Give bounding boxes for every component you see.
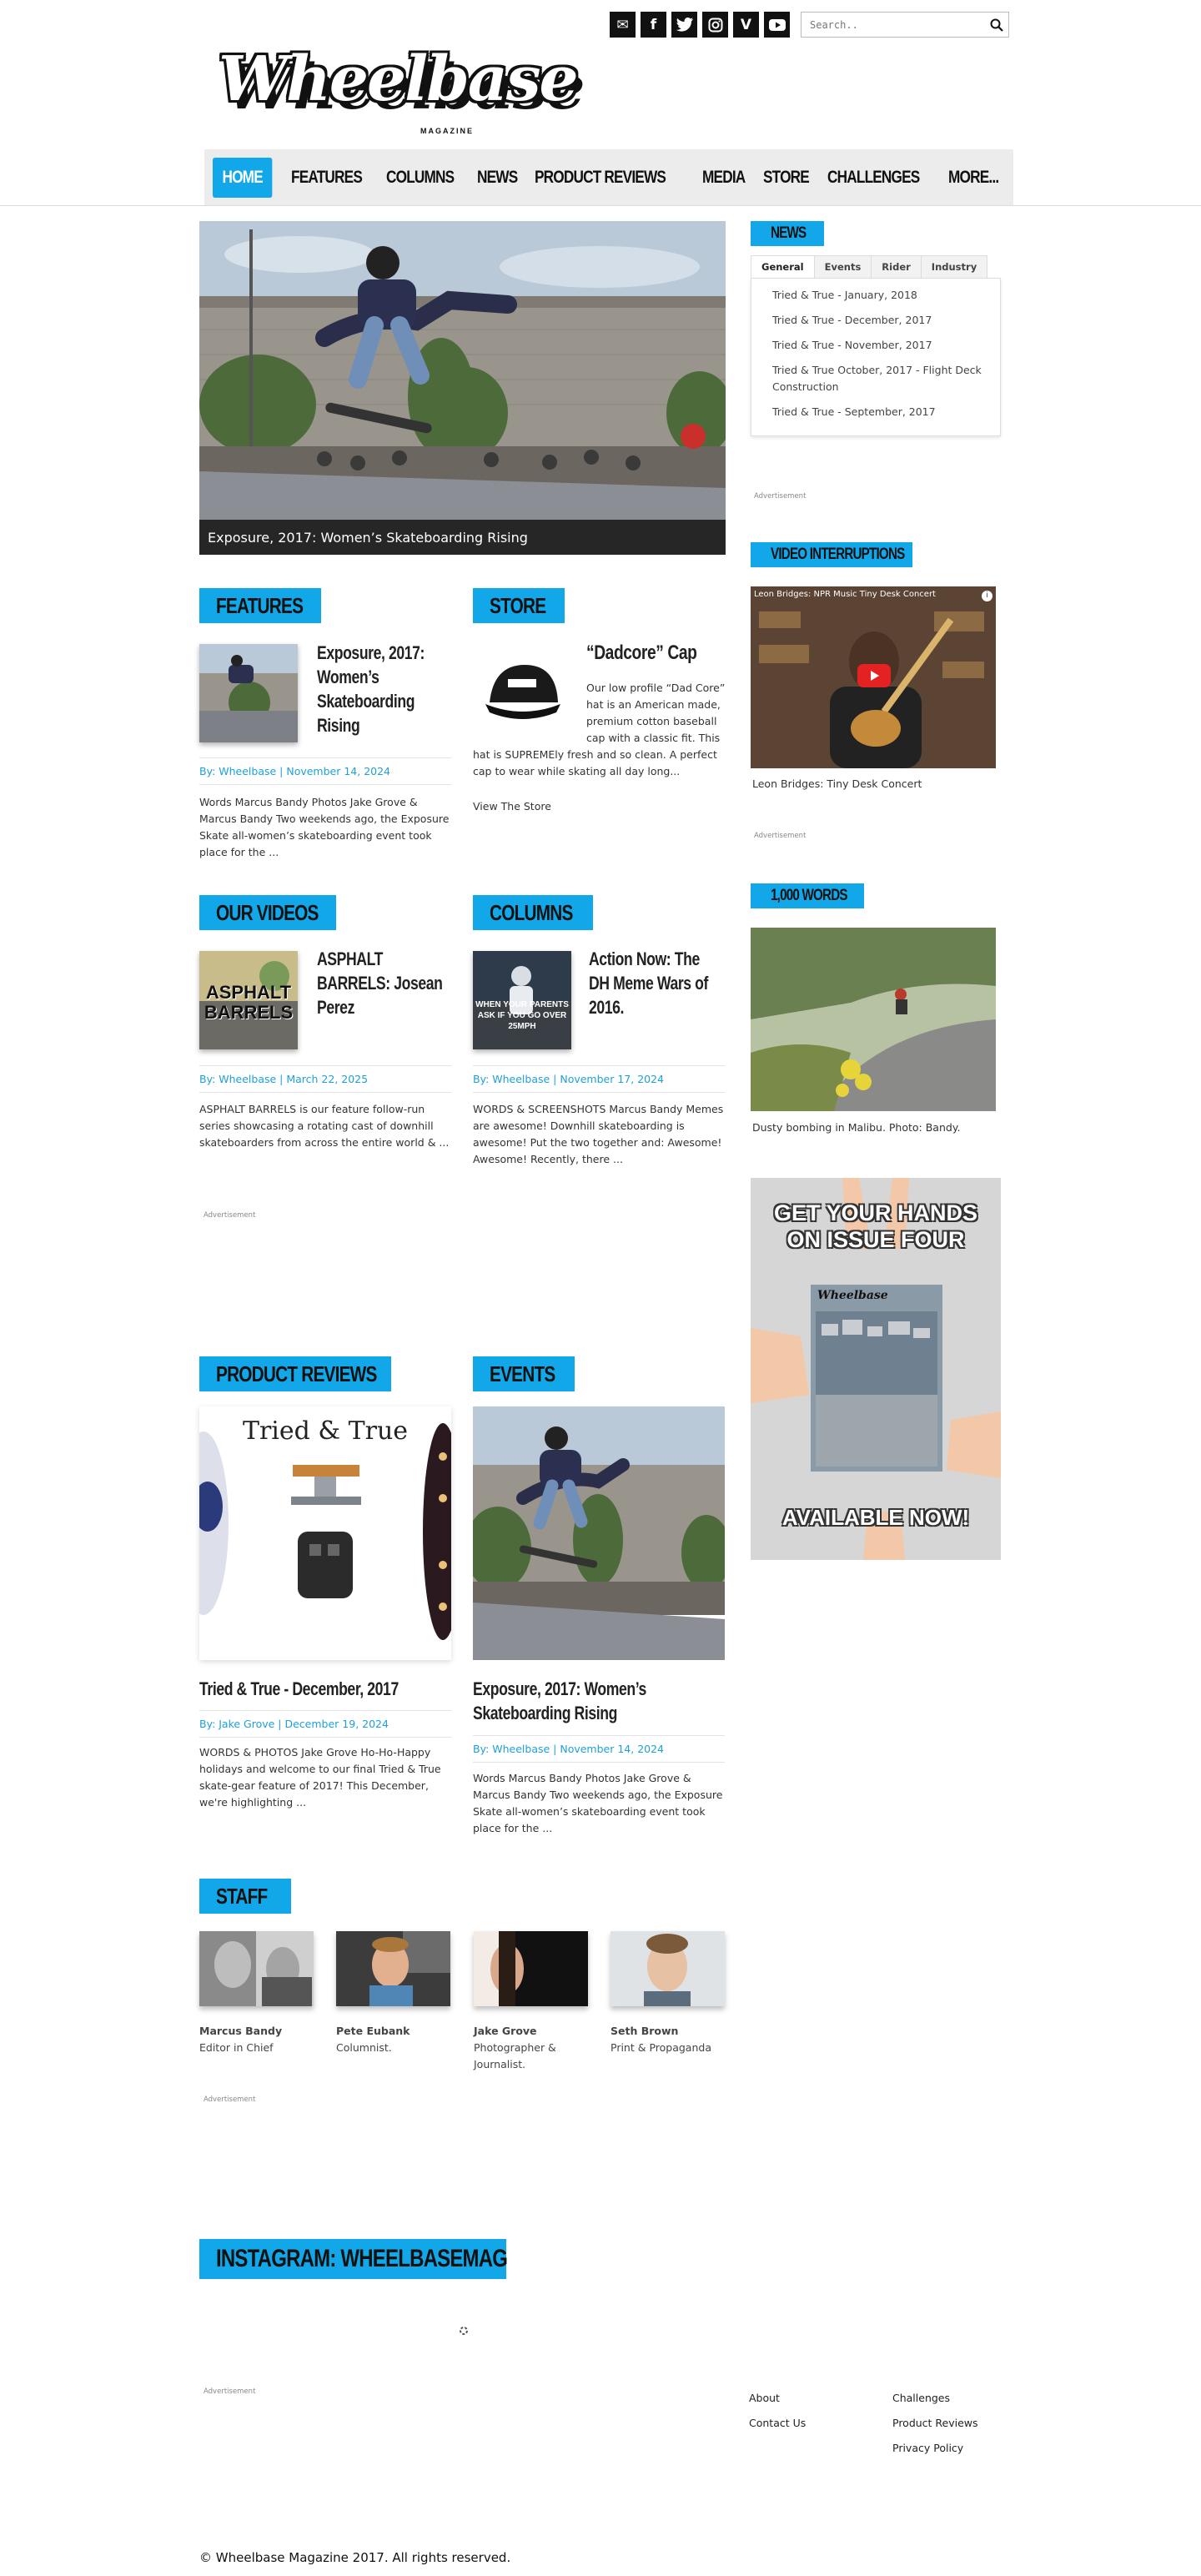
issue-ad-top-text: GET YOUR HANDS ON ISSUE FOUR (773, 1200, 978, 1252)
nav-product-reviews[interactable]: PRODUCT REVIEWS (534, 167, 666, 187)
video-interruptions-heading[interactable]: VIDEO INTERRUPTIONS (751, 542, 912, 567)
nav-columns[interactable]: COLUMNS (385, 167, 454, 187)
staff-name[interactable]: Pete Eubank (336, 2025, 410, 2037)
nav-features[interactable]: FEATURES (291, 167, 362, 187)
vimeo-icon[interactable]: V (733, 12, 759, 38)
instagram-icon[interactable] (702, 12, 728, 38)
columns-heading[interactable]: COLUMNS (473, 895, 593, 930)
staff-role: Photographer & Journalist. (474, 2041, 556, 2070)
videos-title[interactable]: ASPHALT BARRELS: Josean Perez (317, 948, 443, 1018)
nav-more[interactable]: MORE... (947, 167, 998, 187)
columns-excerpt: WORDS & SCREENSHOTS Marcus Bandy Memes are awesome! Downhill skateboarding is awesome! Put the two together and: Awesome! Awesome! Recently, there ... (473, 1103, 724, 1165)
features-title[interactable]: Exposure, 2017: Women’s Skateboarding Rising (317, 642, 425, 736)
staff-photo-pete-eubank[interactable] (336, 1931, 450, 2006)
columns-meta[interactable]: By: Wheelbase | November 17, 2024 (473, 1065, 725, 1093)
staff-photo-seth-brown[interactable] (611, 1931, 725, 2006)
news-list (751, 278, 1001, 436)
store-description: Our low profile “Dad Core” hat is an American made, premium cotton baseball cap with a classic fit. This hat is SUPREMEly fresh and so clean. A perfect cap to wear while skating all day long... (473, 682, 726, 777)
news-item[interactable]: Tried & True - September, 2017 (772, 405, 936, 418)
tab-general[interactable]: General (751, 255, 815, 279)
video-info-icon[interactable]: i (982, 591, 992, 601)
copyright: © Wheelbase Magazine 2017. All rights reserved. (199, 2550, 511, 2565)
staff-role: Columnist. (336, 2041, 392, 2054)
reviews-meta[interactable]: By: Jake Grove | December 19, 2024 (199, 1710, 451, 1738)
reviews-image[interactable] (199, 1406, 451, 1660)
thousand-words-caption: Dusty bombing in Malibu. Photo: Bandy. (752, 1121, 961, 1134)
social-links (610, 12, 790, 38)
issue-ad-bottom-text: AVAILABLE NOW! (781, 1505, 970, 1530)
columns-title[interactable]: Action Now: The DH Meme Wars of 2016. (589, 948, 708, 1018)
video-overlay-title: Leon Bridges: NPR Music Tiny Desk Concert (754, 590, 936, 599)
reviews-title[interactable]: Tried & True - December, 2017 (199, 1678, 399, 1699)
events-meta[interactable]: By: Wheelbase | November 14, 2024 (473, 1735, 725, 1763)
nav-media[interactable]: MEDIA (702, 167, 746, 187)
news-heading[interactable]: NEWS (751, 221, 824, 246)
news-item[interactable]: Tried & True - December, 2017 (772, 314, 932, 326)
videos-thumbnail[interactable] (199, 951, 298, 1049)
facebook-icon[interactable]: f (641, 12, 666, 38)
footer-link-challenges[interactable]: Challenges (892, 2392, 951, 2404)
footer-link-about[interactable]: About (749, 2392, 780, 2404)
footer-link-privacy[interactable]: Privacy Policy (892, 2442, 964, 2454)
news-item[interactable]: Tried & True - November, 2017 (772, 339, 932, 351)
news-item[interactable]: Tried & True October, 2017 - Flight Deck Construction (772, 364, 982, 393)
logo-subtitle: MAGAZINE (420, 127, 474, 135)
play-button-icon[interactable] (857, 664, 891, 687)
tab-industry[interactable]: Industry (921, 255, 987, 279)
columns-thumbnail[interactable] (473, 951, 571, 1049)
store-heading[interactable]: STORE (473, 588, 565, 623)
advertisement-label: Advertisement (754, 492, 807, 501)
instagram-heading[interactable]: INSTAGRAM: WHEELBASEMAG (199, 2239, 506, 2279)
events-image[interactable] (473, 1406, 725, 1660)
product-reviews-heading[interactable]: PRODUCT REVIEWS (199, 1356, 391, 1391)
advertisement-label: Advertisement (204, 2096, 256, 2104)
news-tabs (751, 255, 987, 279)
footer-link-product-reviews[interactable]: Product Reviews (892, 2417, 978, 2429)
search-input[interactable] (810, 19, 990, 31)
news-item[interactable]: Tried & True - January, 2018 (772, 289, 917, 301)
hero-image (199, 221, 726, 555)
main-nav (204, 149, 1013, 205)
videos-thumbnail-text: ASPHALT BARRELS (204, 982, 294, 1023)
loading-spinner-icon (459, 2326, 469, 2336)
staff-name[interactable]: Marcus Bandy (199, 2025, 283, 2037)
events-excerpt: Words Marcus Bandy Photos Jake Grove & Marcus Bandy Two weekends ago, the Exposure Skate all-women’s skateboarding event took place for the ... (473, 1772, 723, 1834)
staff-role: Print & Propaganda (611, 2041, 711, 2054)
nav-store[interactable]: STORE (763, 167, 809, 187)
reviews-image-text: Tried & True (242, 1416, 409, 1446)
staff-heading[interactable]: STAFF (199, 1879, 291, 1914)
twitter-icon[interactable] (671, 12, 697, 38)
store-title[interactable]: “Dadcore” Cap (586, 641, 697, 664)
staff-photo-jake-grove[interactable] (474, 1931, 588, 2006)
events-title[interactable]: Exposure, 2017: Women’s Skateboarding Rising (473, 1678, 646, 1723)
tab-events[interactable]: Events (814, 255, 872, 279)
advertisement-label: Advertisement (754, 832, 807, 840)
videos-heading[interactable]: OUR VIDEOS (199, 895, 336, 930)
staff-role: Editor in Chief (199, 2041, 274, 2054)
search-box[interactable] (801, 12, 1009, 38)
thousand-words-image[interactable] (751, 928, 996, 1111)
video-player[interactable] (751, 586, 996, 768)
features-thumbnail[interactable] (199, 644, 298, 742)
search-icon[interactable] (990, 18, 1003, 32)
staff-name[interactable]: Jake Grove (474, 2025, 537, 2037)
footer-link-contact[interactable]: Contact Us (749, 2417, 807, 2429)
youtube-icon[interactable] (764, 12, 790, 38)
hero-slide[interactable] (199, 221, 726, 555)
view-store-link[interactable]: View The Store (473, 800, 551, 813)
issue-four-ad[interactable] (751, 1178, 1001, 1560)
header-divider (0, 205, 1201, 206)
reviews-excerpt: WORDS & PHOTOS Jake Grove Ho-Ho-Happy holidays and welcome to our final Tried & True skate-gear feature of 2017! This December, we're highlighting ... (199, 1746, 441, 1809)
advertisement-label: Advertisement (204, 1211, 256, 1220)
nav-challenges[interactable]: CHALLENGES (827, 167, 920, 187)
issue-ad-mag-title: Wheelbase (817, 1289, 888, 1302)
thousand-words-heading[interactable]: 1,000 WORDS (751, 883, 864, 908)
advertisement-label: Advertisement (204, 2387, 256, 2396)
videos-excerpt: ASPHALT BARRELS is our feature follow-run series showcasing a rotating cast of downhill skateboarders from across the entire world & ... (199, 1103, 450, 1149)
features-excerpt: Words Marcus Bandy Photos Jake Grove & Marcus Bandy Two weekends ago, the Exposure Skate all-women’s skateboarding event took place for the ... (199, 796, 450, 858)
staff-photo-marcus-bandy[interactable] (199, 1931, 314, 2006)
videos-meta[interactable]: By: Wheelbase | March 22, 2025 (199, 1065, 451, 1093)
tab-rider[interactable]: Rider (871, 255, 922, 279)
site-logo[interactable] (212, 43, 577, 137)
features-meta[interactable]: By: Wheelbase | November 14, 2024 (199, 757, 451, 785)
video-caption: Leon Bridges: Tiny Desk Concert (752, 777, 922, 790)
email-icon[interactable]: ✉ (610, 12, 636, 38)
features-heading[interactable]: FEATURES (199, 588, 321, 623)
nav-home[interactable]: HOME (213, 158, 272, 198)
logo-wordmark: Wheelbase (219, 43, 577, 115)
nav-news[interactable]: NEWS (476, 167, 518, 187)
events-heading[interactable]: EVENTS (473, 1356, 575, 1391)
columns-thumbnail-text: WHEN YOUR PARENTS ASK IF YOU GO OVER 25MPH (475, 1000, 569, 1031)
staff-name[interactable]: Seth Brown (611, 2025, 679, 2037)
hero-caption[interactable]: Exposure, 2017: Women’s Skateboarding Rising (199, 520, 726, 555)
